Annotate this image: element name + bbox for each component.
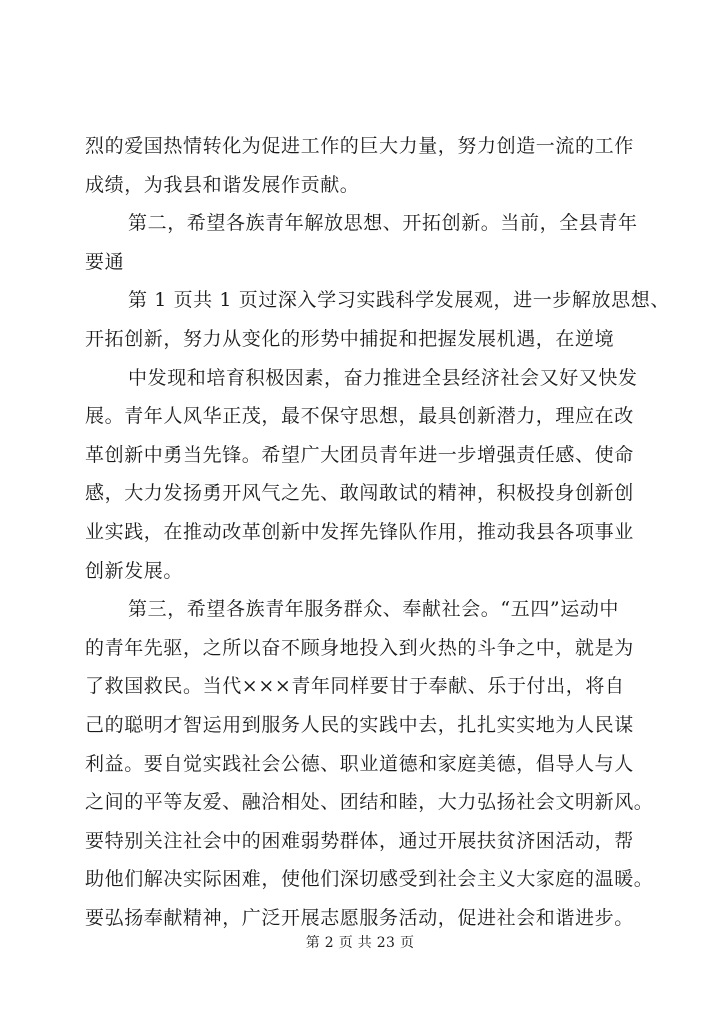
- body-line: 利益。要自觉实践社会公德、职业道德和家庭美德，倡导人与人: [85, 752, 634, 775]
- body-line: 成绩，为我县和谐发展作贡献。: [85, 173, 360, 196]
- body-line: 助他们解决实际困难，使他们深切感受到社会主义大家庭的温暖。: [85, 868, 654, 891]
- body-line: 之间的平等友爱、融洽相处、团结和睦，大力弘扬社会文明新风。: [85, 791, 654, 814]
- page-footer: 第 2 页 共 23 页: [305, 935, 415, 951]
- body-line: 感，大力发扬勇开风气之先、敢闯敢试的精神，积极投身创新创: [85, 482, 634, 505]
- body-line: 要弘扬奉献精神，广泛开展志愿服务活动，促进社会和谐进步。: [85, 907, 634, 929]
- body-line: 开拓创新，努力从变化的形势中捕捉和把握发展机遇，在逆境: [85, 328, 615, 350]
- body-line: 中发现和培育积极因素，奋力推进全县经济社会又好又快发: [128, 366, 638, 389]
- body-line: 的青年先驱，之所以奋不顾身地投入到火热的斗争之中，就是为: [85, 636, 634, 659]
- body-line: 烈的爱国热情转化为促进工作的巨大力量，努力创造一流的工作: [85, 135, 634, 157]
- body-line: 业实践，在推动改革创新中发挥先锋队作用，推动我县各项事业: [85, 521, 634, 543]
- body-line: 创新发展。: [85, 559, 184, 582]
- body-line: 第 1 页共 1 页过深入学习实践科学发展观，进一步解放思想、: [128, 289, 670, 312]
- paragraph-start-line: 第二，希望各族青年解放思想、开拓创新。当前，全县青年: [128, 212, 638, 235]
- paragraph-start-line: 第三，希望各族青年服务群众、奉献社会。“五四”运动中: [128, 598, 620, 621]
- body-line: 了救国救民。当代×××青年同样要甘于奉献、乐于付出，将自: [85, 675, 625, 698]
- body-line: 革创新中勇当先锋。希望广大团员青年进一步增强责任感、使命: [85, 443, 634, 466]
- body-line: 要通: [85, 250, 125, 273]
- body-line: 展。青年人风华正茂，最不保守思想，最具创新潜力，理应在改: [85, 405, 634, 428]
- body-line: 己的聪明才智运用到服务人民的实践中去，扎扎实实地为人民谋: [85, 714, 634, 736]
- body-line: 要特别关注社会中的困难弱势群体，通过开展扶贫济困活动，帮: [85, 829, 634, 852]
